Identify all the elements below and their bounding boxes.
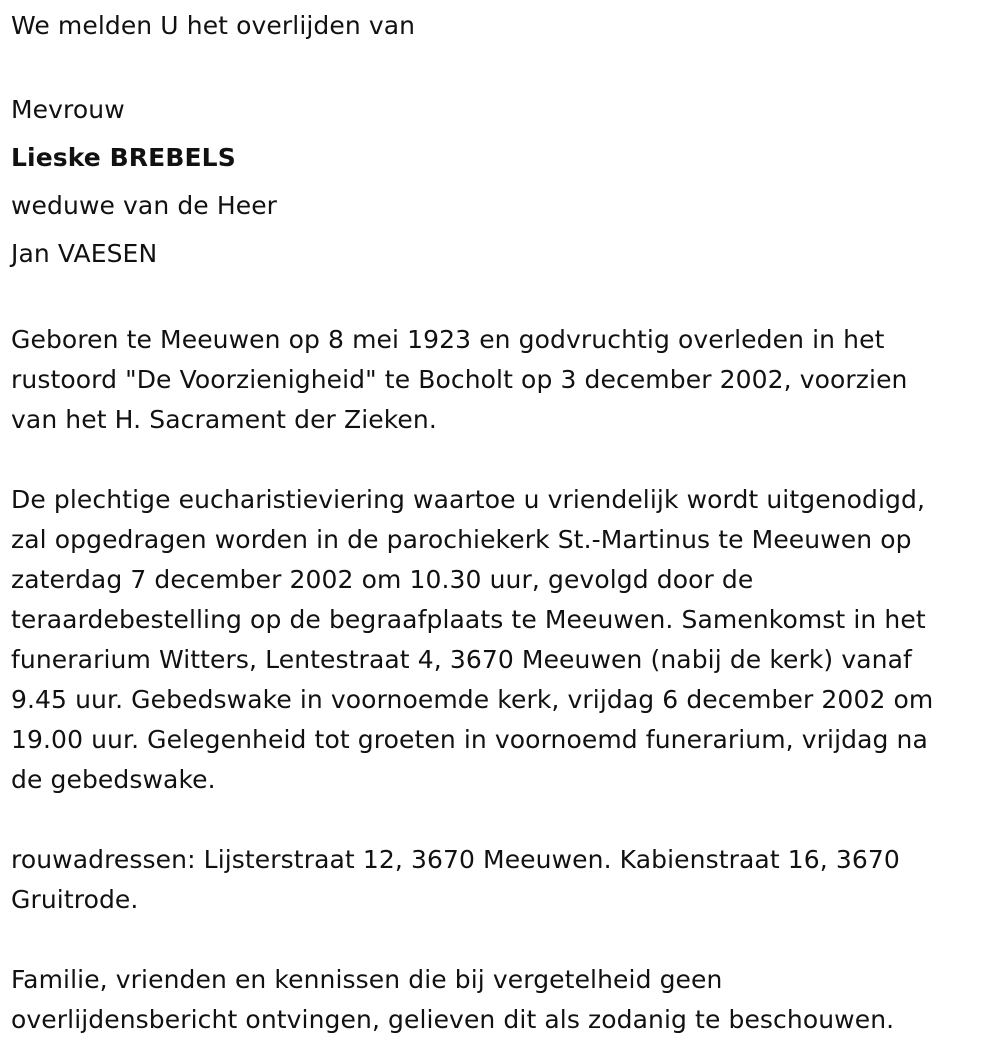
paragraph-line: De plechtige eucharistieviering waartoe u vriendelijk wordt uitgenodigd, xyxy=(11,485,926,514)
ceremony-paragraph xyxy=(11,480,986,800)
spacer xyxy=(11,920,986,960)
deceased-block xyxy=(11,86,986,278)
paragraph-line: Gruitrode. xyxy=(11,885,139,914)
paragraph-line: 9.45 uur. Gebedswake in voornoemde kerk, vrijdag 6 december 2002 om xyxy=(11,685,934,714)
deceased-relation: weduwe van de Heer xyxy=(11,191,278,220)
paragraph-line: Geboren te Meeuwen op 8 mei 1923 en godvruchtig overleden in het xyxy=(11,325,885,354)
paragraph-line: funerarium Witters, Lentestraat 4, 3670 Meeuwen (nabij de kerk) vanaf xyxy=(11,645,912,674)
paragraph-line: zaterdag 7 december 2002 om 10.30 uur, gevolgd door de xyxy=(11,565,754,594)
paragraph-line: Familie, vrienden en kennissen die bij vergetelheid geen xyxy=(11,965,723,994)
paragraph-line: de gebedswake. xyxy=(11,765,216,794)
paragraph-line: zal opgedragen worden in de parochiekerk St.-Martinus te Meeuwen op xyxy=(11,525,912,554)
deceased-title: Mevrouw xyxy=(11,95,125,124)
paragraph-line: van het H. Sacrament der Zieken. xyxy=(11,405,437,434)
paragraph-line: overlijdensbericht ontvingen, gelieven dit als zodanig te beschouwen. xyxy=(11,1005,895,1034)
intro-text: We melden U het overlijden van xyxy=(11,11,416,40)
spacer xyxy=(11,800,986,840)
obituary-document xyxy=(11,6,986,1040)
spacer xyxy=(11,440,986,480)
spacer xyxy=(11,278,986,320)
closing-paragraph xyxy=(11,960,986,1040)
spacer xyxy=(11,46,986,86)
addresses-paragraph xyxy=(11,840,986,920)
deceased-name: Lieske BREBELS xyxy=(11,143,236,172)
deceased-spouse: Jan VAESEN xyxy=(11,239,158,268)
paragraph-line: 19.00 uur. Gelegenheid tot groeten in voornoemd funerarium, vrijdag na xyxy=(11,725,928,754)
paragraph-line: rustoord "De Voorzienigheid" te Bocholt op 3 december 2002, voorzien xyxy=(11,365,908,394)
paragraph-line: rouwadressen: Lijsterstraat 12, 3670 Meeuwen. Kabienstraat 16, 3670 xyxy=(11,845,900,874)
paragraph-line: teraardebestelling op de begraafplaats te Meeuwen. Samenkomst in het xyxy=(11,605,926,634)
birth-death-paragraph xyxy=(11,320,986,440)
